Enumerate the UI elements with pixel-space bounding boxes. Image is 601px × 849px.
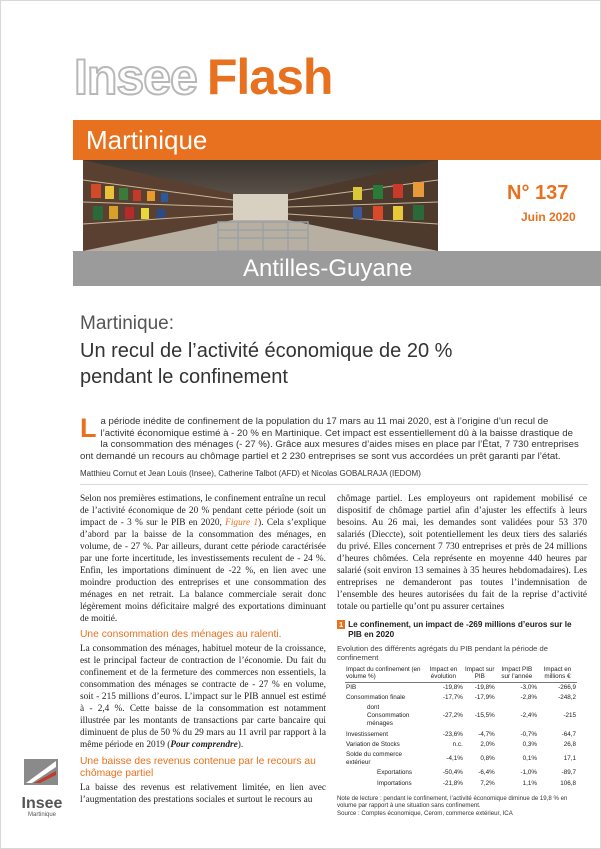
brand-logo [74, 49, 333, 105]
row-label: PIB [346, 683, 357, 691]
table-header: Impact en évolution [423, 665, 464, 683]
consumption-text-2: ). [237, 740, 244, 751]
table-row [345, 779, 577, 789]
table-cell: 0,3% [522, 740, 537, 748]
table-row [345, 693, 577, 703]
table-row [345, 740, 577, 750]
income-paragraph: La baisse des revenus est relativement limitée, en lien avec l’augmentation des prestations sociales et surtout le recours au [80, 783, 326, 806]
consumption-text-1: La consommation des ménages, habituel moteur de la croissance, est le principal facteur de contraction de l’économie. Du fait du confinement et de la fermeture des commerces non essentiels, la consommation des ménages se contracte de - 27 % en volume, soit - 215 millions d’euros. L’impact sur le PIB annuel est estimé à - 2,4 %. Cette baisse de la consommation est notamment illustrée par les montants de transactions par carte bancaire qui diminuent de plus de 50 % du 29 mars au 11 avril par rapport à la même période en 2019 ( [80, 644, 326, 751]
row-label: Investissement [346, 730, 388, 738]
table-row [345, 768, 577, 778]
section-heading-income: Une baisse des revenus contenue par le recours au chômage partiel [80, 756, 316, 780]
supermarket-aisle-image [83, 160, 438, 251]
table-cell: n.c. [452, 740, 463, 748]
table-cell: -248,2 [558, 693, 576, 701]
row-label: dont Consommation ménages [367, 703, 410, 728]
section-heading-consumption: Une consommation des ménages au ralenti. [80, 629, 282, 641]
table-cell: -3,0% [520, 683, 537, 691]
table-cell: -266,9 [558, 683, 576, 691]
table-row [345, 682, 577, 693]
table-cell: -215 [563, 712, 576, 720]
table-cell: -6,4% [478, 769, 495, 777]
row-label: Solde du commerce extérieur [346, 750, 402, 767]
table-cell: 2,0% [480, 740, 495, 748]
table-cell: -2,4% [520, 712, 537, 720]
table-cell: -19,8% [474, 683, 495, 691]
figure-notes [337, 795, 587, 818]
article-headline: Un recul de l’activité économique de 20 % pendant le confinement [80, 340, 453, 388]
reading-note: Note de lecture : pendant le confinement, l’activité économique diminue de 19,8 % en volume par rapport à une situation sans confinement. [337, 794, 568, 810]
table-cell: -4,1% [446, 755, 463, 763]
table-cell: -17,9% [474, 693, 495, 701]
article-kicker: Martinique: [80, 313, 174, 334]
pour-comprendre-link[interactable]: Pour comprendre [170, 740, 238, 751]
collection-label: Antilles-Guyane [243, 255, 413, 282]
table-cell: -1,0% [520, 769, 537, 777]
dropcap: L [80, 413, 97, 443]
figure-1-link[interactable]: Figure 1 [225, 517, 259, 528]
figure-number: 1 [339, 619, 344, 629]
table-cell: -2,8% [520, 693, 537, 701]
figure-title [337, 620, 587, 640]
table-cell: -89,7 [561, 769, 576, 777]
lead-text: a période inédite de confinement de la population du 17 mars au 11 mai 2020, est à l’origine d’un recul de l’activité économique estimé à - 20 % en Martinique. Cet impact est essentiellement dû à la baisse drastique de la consommation des ménages (- 27 %). Grâce aux mesures d’aides mises en place par l’État, 7 730 entreprises ont demandé un recours au chômage partiel et 2 230 entreprises se sont vus accordées un prêt garanti par l’état. [80, 416, 579, 462]
consumption-paragraph [80, 644, 326, 752]
issue-date: Juin 2020 [521, 210, 576, 224]
row-label: Consommation finale [346, 693, 406, 701]
table-row [345, 703, 577, 730]
table-cell: -17,7% [442, 693, 463, 701]
table-header: Impact sur PIB [465, 665, 495, 681]
table-cell: -0,7% [520, 730, 537, 738]
table-cell: -15,5% [474, 712, 495, 720]
brand-insee: Insee [74, 49, 197, 105]
figure-subtitle: Evolution des différents agrégats du PIB pendant la période de confinement [337, 643, 548, 662]
lead-paragraph [80, 413, 580, 462]
intro-text-1: Selon nos premières estimations, le confinement entraîne un recul de l’activité économique de 20 % pendant cette période (soit un impact de - 3 % sur le PIB en 2020, [80, 494, 326, 528]
right-column [337, 494, 587, 817]
table-row [345, 730, 577, 740]
issue-number: N° 137 [507, 182, 569, 204]
insee-logo-icon [16, 757, 68, 787]
row-label: Exportations [377, 769, 413, 777]
table-cell: -64,7 [561, 730, 576, 738]
table-cell: 106,8 [560, 779, 576, 787]
intro-paragraph [80, 494, 326, 625]
supermarket-photo [83, 160, 438, 251]
insee-logo [16, 757, 68, 818]
table-cell: -50,4% [442, 769, 463, 777]
table-cell: 17,1 [563, 755, 576, 763]
table-cell: -4,7% [478, 730, 495, 738]
table-cell: 0,8% [480, 755, 495, 763]
table-row [345, 750, 577, 768]
table-cell: 1,1% [522, 779, 537, 787]
gdp-impact-table [345, 665, 577, 789]
table-header: Impact du confinement (en volume %) [345, 665, 423, 683]
table-cell: -21,8% [442, 779, 463, 787]
figure-title-text: Le confinement, un impact de -269 millions d’euros sur le PIB en 2020 [348, 619, 572, 639]
table-header: Impact PIB sur l’année [496, 665, 538, 683]
brand-flash: Flash [206, 49, 333, 105]
table-cell: -19,8% [442, 683, 463, 691]
table-header-row [345, 665, 577, 683]
partial-unemployment-paragraph: chômage partiel. Les employeurs ont rapidement mobilisé ce dispositif de chômage partiel afin d’ajuster les effectifs à leurs besoins. Au 26 mai, les demandes sont validées pour 53 370 salariés (Dieccte), soit potentiellement les deux tiers des salariés du privé. Elles concernent 7 730 entreprises et près de 24 millions d’heures chômées. Cela représente en moyenne 440 heures par salarié (soit environ 13 semaines à 35 heures hebdomadaires). Les entreprises ne demanderont pas toutes l’indemnisation de l’ensemble des heures autorisées du fait de la reprise d’activité totale ou partielle qu’ont pu assurer certaines [337, 494, 587, 612]
table-cell: 26,8 [563, 740, 576, 748]
table-body [345, 682, 577, 789]
logo-name: Insee [21, 795, 63, 812]
table-header: Impact en millions € [538, 665, 577, 683]
region-title: Martinique [86, 125, 208, 155]
table-cell: -27,2% [442, 712, 463, 720]
logo-subtitle: Martinique [27, 812, 56, 818]
left-column [80, 494, 326, 807]
table-cell: -23,6% [442, 730, 463, 738]
issue-box [441, 160, 601, 251]
table-cell: 7,2% [480, 779, 495, 787]
intro-text-2: ). Cela s’explique d’abord par la baisse de la consommation des ménages, en volume, de - 27 %. Par ailleurs, durant cette période caractérisée par une forte incertitude, les investissements reculent de - 24 %. Enfin, les importations diminuent de -22 %, en lien avec une moindre production des entreprises et une consommation des ménages en net retrait. La balance commerciale serait donc légèrement moins déficitaire malgré des exportations diminuant de moitié. [80, 517, 326, 624]
source-note: Source : Comptes économique, Cerom, commerce extérieur, ICA [337, 809, 513, 817]
table-cell: 0,1% [522, 755, 537, 763]
divider [80, 484, 588, 485]
figure-1 [337, 620, 587, 818]
authors-line: Matthieu Cornut et Jean Louis (Insee), Catherine Talbot (AFD) et Nicolas GOBALRAJA (IEDOM) [80, 469, 421, 478]
row-label: Importations [377, 779, 412, 787]
row-label: Variation de Stocks [346, 740, 400, 748]
